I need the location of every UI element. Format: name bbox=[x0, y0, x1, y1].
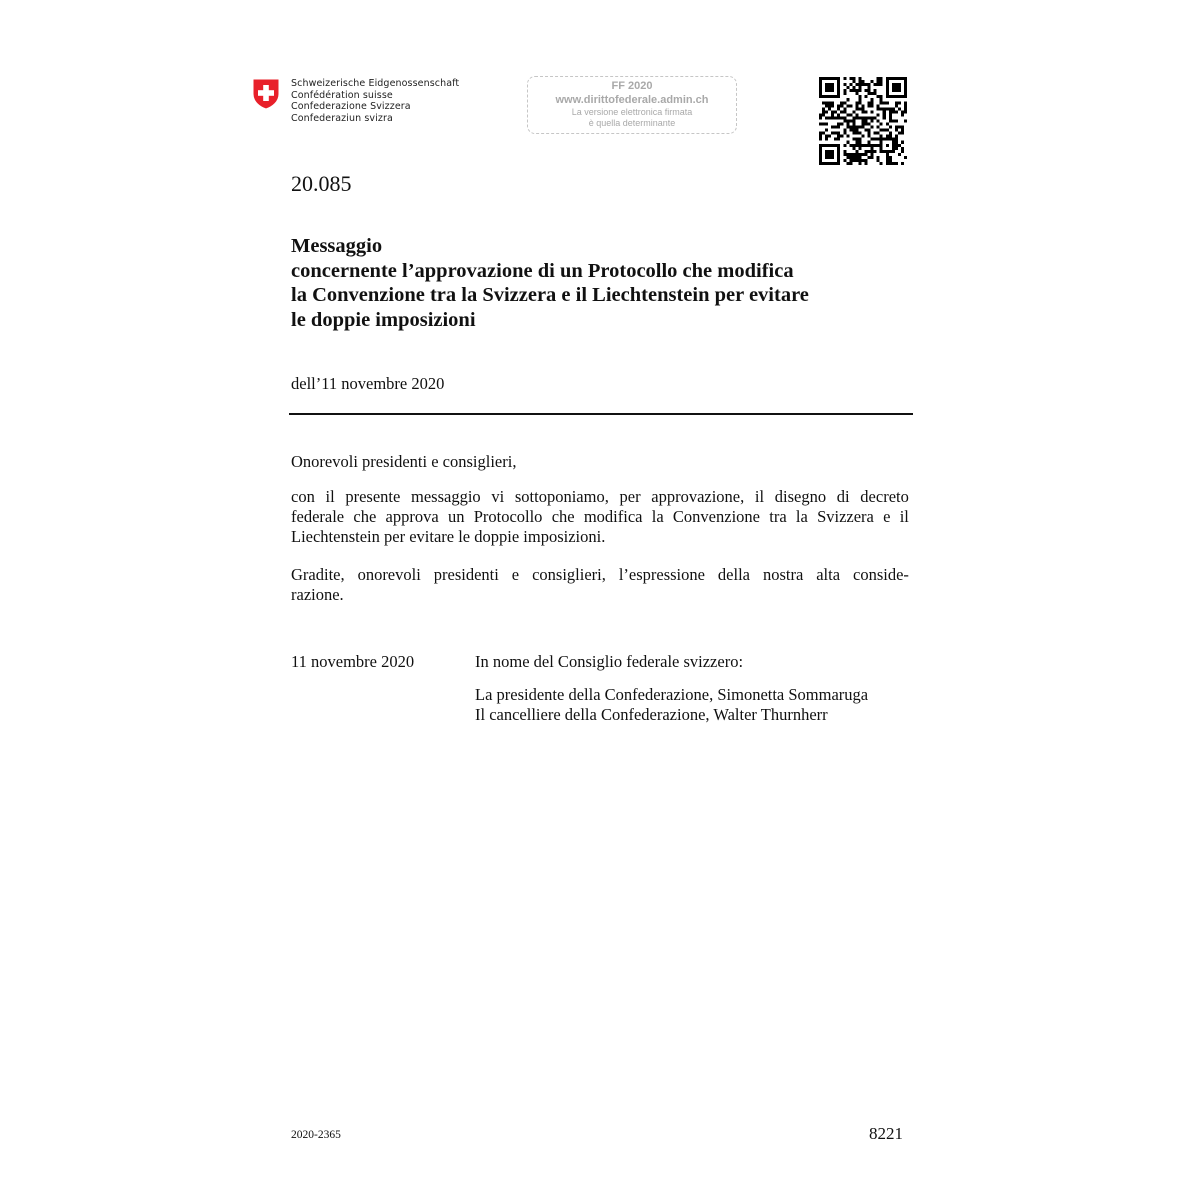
paragraph-line bbox=[291, 565, 909, 585]
word: di bbox=[836, 487, 850, 506]
document-date: dell’11 novembre 2020 bbox=[291, 374, 445, 393]
header-divider bbox=[289, 413, 913, 415]
signatory-chancellor: Il cancelliere della Confederazione, Walter Thurnherr bbox=[475, 705, 828, 724]
document-number: 20.085 bbox=[291, 171, 352, 196]
paragraph-line: Liechtenstein per evitare le doppie imposizioni. bbox=[291, 527, 606, 546]
word: il bbox=[325, 487, 335, 506]
word: Svizzera bbox=[817, 507, 874, 526]
word: alta bbox=[816, 565, 841, 584]
title-line: Messaggio bbox=[291, 235, 383, 257]
word: presente bbox=[345, 487, 401, 506]
title-line: la Convenzione tra la Svizzera e il Liechtenstein per evitare bbox=[291, 284, 809, 306]
title-line: le doppie imposizioni bbox=[291, 308, 476, 331]
word: Gradite, bbox=[291, 565, 345, 584]
word: decreto bbox=[860, 487, 909, 506]
word: approva bbox=[385, 507, 439, 526]
word: per bbox=[619, 487, 641, 506]
paragraph-line bbox=[291, 507, 909, 527]
word: modifica bbox=[583, 507, 643, 526]
word: presidenti bbox=[433, 565, 499, 584]
federal-gazette-stamp bbox=[527, 76, 737, 134]
stamp-note-line2: è quella determinante bbox=[588, 118, 676, 128]
word: Convenzione bbox=[672, 507, 760, 526]
salutation: Onorevoli presidenti e consiglieri, bbox=[291, 452, 517, 471]
word: sottoponiamo, bbox=[514, 487, 609, 506]
swiss-crest-logo bbox=[252, 78, 280, 110]
word: che bbox=[353, 507, 377, 526]
confederation-name-de: Schweizerische Eidgenossenschaft bbox=[291, 78, 460, 89]
stamp-url: www.dirittofederale.admin.ch bbox=[555, 94, 709, 106]
word: consiglieri, bbox=[532, 565, 606, 584]
paragraph-approval-request bbox=[291, 487, 909, 547]
word: disegno bbox=[774, 487, 827, 506]
word: e bbox=[883, 507, 891, 526]
word: onorevoli bbox=[357, 565, 421, 584]
document-title bbox=[291, 234, 931, 332]
word: e bbox=[511, 565, 520, 584]
word: un bbox=[447, 507, 465, 526]
word: Protocollo bbox=[473, 507, 543, 526]
paragraph-line: razione. bbox=[291, 585, 344, 604]
word: vi bbox=[491, 487, 505, 506]
footer-reference: 2020-2365 bbox=[291, 1129, 341, 1141]
stamp-gazette-ref: FF 2020 bbox=[611, 80, 653, 92]
word: nostra bbox=[762, 565, 804, 584]
word: conside- bbox=[853, 565, 909, 584]
word: con bbox=[291, 487, 315, 506]
page-number: 8221 bbox=[869, 1124, 903, 1143]
confederation-name-fr: Confédération suisse bbox=[291, 89, 393, 101]
word: l’espressione bbox=[618, 565, 705, 584]
word: il bbox=[899, 507, 909, 526]
title-line: concernente l’approvazione di un Protocollo che modifica bbox=[291, 259, 794, 282]
word: il bbox=[754, 487, 765, 506]
confederation-names bbox=[291, 78, 459, 124]
word: che bbox=[551, 507, 575, 526]
confederation-name-it: Confederazione Svizzera bbox=[291, 101, 411, 113]
signatory-president: La presidente della Confederazione, Simonetta Sommaruga bbox=[475, 685, 869, 704]
stamp-note-line1: La versione elettronica firmata bbox=[571, 107, 693, 117]
signature-date: 11 novembre 2020 bbox=[291, 652, 415, 671]
signatories bbox=[475, 685, 868, 725]
word: tra bbox=[769, 507, 787, 526]
word: federale bbox=[291, 507, 345, 526]
word: la bbox=[651, 507, 664, 526]
word: messaggio bbox=[411, 487, 481, 506]
word: approvazione, bbox=[651, 487, 745, 506]
word: della bbox=[717, 565, 750, 584]
word: la bbox=[795, 507, 808, 526]
paragraph-closing bbox=[291, 565, 909, 605]
confederation-name-rm: Confederaziun svizra bbox=[291, 112, 393, 124]
paragraph-line bbox=[291, 487, 909, 507]
signature-intro: In nome del Consiglio federale svizzero: bbox=[475, 652, 744, 671]
qr-code-icon bbox=[819, 77, 907, 165]
